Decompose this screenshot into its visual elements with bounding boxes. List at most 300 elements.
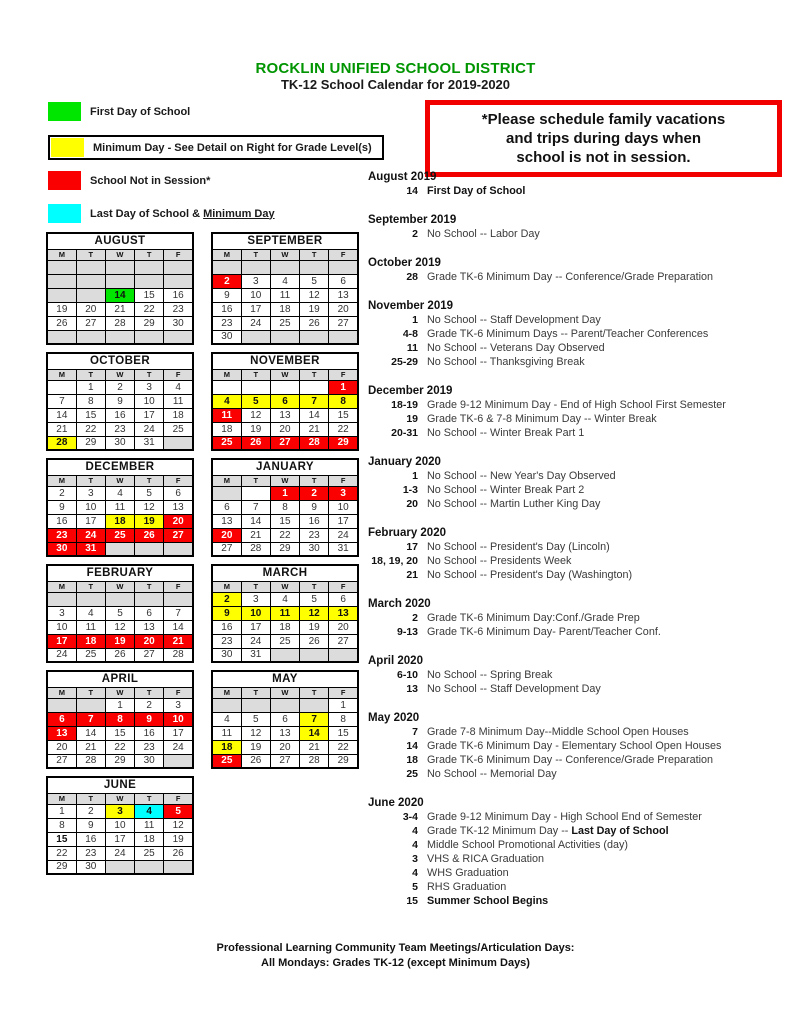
day-cell: 1 bbox=[105, 698, 134, 712]
day-cell: 1 bbox=[270, 486, 299, 500]
empty-day-cell bbox=[76, 698, 105, 712]
day-cell: 23 bbox=[212, 316, 241, 330]
event-description: No School -- President's Day (Lincoln) bbox=[427, 541, 610, 553]
day-header-cell: T bbox=[241, 249, 270, 260]
calendar-month-title: APRIL bbox=[47, 671, 193, 687]
day-cell: 19 bbox=[241, 740, 270, 754]
day-cell: 26 bbox=[164, 846, 193, 860]
calendar-week-row bbox=[212, 500, 358, 514]
day-header-cell: T bbox=[76, 249, 105, 260]
event-month-heading: August 2019 bbox=[368, 171, 437, 183]
day-cell: 23 bbox=[76, 846, 105, 860]
day-cell: 14 bbox=[300, 408, 329, 422]
day-cell: 30 bbox=[105, 436, 134, 450]
empty-day-cell bbox=[329, 260, 358, 274]
event-description: Grade TK-6 Minimum Day:Conf./Grade Prep bbox=[427, 612, 640, 624]
calendar-month-title: AUGUST bbox=[47, 233, 193, 249]
day-cell: 15 bbox=[329, 408, 358, 422]
calendar-day-header-row bbox=[212, 687, 358, 698]
empty-day-cell bbox=[212, 486, 241, 500]
day-header-cell: M bbox=[47, 369, 76, 380]
day-cell: 10 bbox=[105, 818, 134, 832]
day-cell: 11 bbox=[270, 288, 299, 302]
empty-day-cell bbox=[212, 698, 241, 712]
day-cell: 31 bbox=[329, 542, 358, 556]
day-cell: 9 bbox=[47, 500, 76, 514]
empty-day-cell bbox=[212, 260, 241, 274]
calendar-week-row bbox=[212, 514, 358, 528]
empty-day-cell bbox=[241, 380, 270, 394]
day-cell: 1 bbox=[47, 804, 76, 818]
empty-day-cell bbox=[105, 274, 134, 288]
calendar-week-row bbox=[47, 832, 193, 846]
day-cell: 27 bbox=[212, 542, 241, 556]
day-cell: 20 bbox=[76, 302, 105, 316]
day-cell: 19 bbox=[300, 302, 329, 316]
legend-boxed-frame bbox=[48, 135, 384, 160]
day-cell: 7 bbox=[300, 394, 329, 408]
calendar-week-row bbox=[47, 726, 193, 740]
day-cell: 17 bbox=[164, 726, 193, 740]
day-cell: 2 bbox=[47, 486, 76, 500]
event-month-heading: December 2019 bbox=[368, 385, 453, 397]
footer-note bbox=[0, 941, 791, 971]
page-title: ROCKLIN UNIFIED SCHOOL DISTRICT bbox=[255, 60, 536, 77]
calendar-week-row bbox=[47, 500, 193, 514]
legend-item-wrap bbox=[48, 204, 275, 223]
event-description: VHS & RICA Graduation bbox=[427, 853, 545, 865]
day-cell: 5 bbox=[241, 712, 270, 726]
empty-day-cell bbox=[164, 330, 193, 344]
calendar-week-row bbox=[47, 818, 193, 832]
event-row bbox=[368, 568, 788, 582]
event-row bbox=[368, 313, 788, 327]
day-cell: 14 bbox=[47, 408, 76, 422]
day-cell: 13 bbox=[47, 726, 76, 740]
day-cell: 9 bbox=[76, 818, 105, 832]
empty-day-cell bbox=[135, 542, 164, 556]
empty-day-cell bbox=[105, 330, 134, 344]
day-cell: 18 bbox=[135, 832, 164, 846]
day-cell: 3 bbox=[329, 486, 358, 500]
day-cell: 30 bbox=[164, 316, 193, 330]
empty-day-cell bbox=[135, 274, 164, 288]
empty-day-cell bbox=[270, 380, 299, 394]
event-month-heading: February 2020 bbox=[368, 527, 446, 539]
empty-day-cell bbox=[300, 698, 329, 712]
day-cell: 23 bbox=[212, 634, 241, 648]
day-cell: 20 bbox=[164, 514, 193, 528]
event-description: WHS Graduation bbox=[427, 867, 509, 879]
event-description: No School -- Winter Break Part 2 bbox=[427, 484, 585, 496]
calendar-day-header-row bbox=[47, 687, 193, 698]
event-day: 3 bbox=[412, 853, 418, 865]
legend-item-no-school bbox=[48, 171, 388, 195]
calendar-month-title: NOVEMBER bbox=[212, 353, 358, 369]
event-row bbox=[368, 725, 788, 739]
day-cell: 20 bbox=[270, 422, 299, 436]
event-description bbox=[427, 184, 525, 198]
calendar-week-row bbox=[212, 380, 358, 394]
day-cell: 13 bbox=[135, 620, 164, 634]
calendar-week-row bbox=[47, 528, 193, 542]
day-cell: 23 bbox=[105, 422, 134, 436]
day-cell: 21 bbox=[300, 422, 329, 436]
event-description: Grade TK-6 Minimum Day -- Conference/Grade Preparation bbox=[427, 271, 714, 283]
event-day: 7 bbox=[412, 726, 418, 738]
event-month-block bbox=[368, 526, 788, 582]
calendar-week-row bbox=[212, 754, 358, 768]
event-day: 6-10 bbox=[396, 669, 418, 681]
event-month-heading: September 2019 bbox=[368, 214, 457, 226]
day-cell: 6 bbox=[270, 712, 299, 726]
empty-day-cell bbox=[135, 330, 164, 344]
day-cell: 11 bbox=[212, 408, 241, 422]
calendar-may bbox=[211, 670, 359, 769]
calendar-march bbox=[211, 564, 359, 663]
calendar-month-title: MAY bbox=[212, 671, 358, 687]
day-header-cell: W bbox=[105, 369, 134, 380]
day-header-cell: F bbox=[164, 581, 193, 592]
event-row bbox=[368, 824, 788, 838]
day-cell: 29 bbox=[105, 754, 134, 768]
event-description: Grade 7-8 Minimum Day--Middle School Open Houses bbox=[427, 726, 689, 738]
day-cell: 14 bbox=[105, 288, 134, 302]
empty-day-cell bbox=[329, 648, 358, 662]
day-cell: 2 bbox=[212, 592, 241, 606]
day-cell: 8 bbox=[329, 712, 358, 726]
last-day-color-swatch bbox=[48, 204, 81, 223]
day-cell: 4 bbox=[105, 486, 134, 500]
calendar-week-row bbox=[212, 528, 358, 542]
event-description: Grade TK-6 Minimum Days -- Parent/Teacher Conferences bbox=[427, 328, 709, 340]
calendar-title-row bbox=[47, 671, 193, 687]
legend-label: Minimum Day - See Detail on Right for Grade Level(s) bbox=[93, 141, 372, 154]
day-cell: 25 bbox=[270, 316, 299, 330]
day-cell: 28 bbox=[300, 754, 329, 768]
day-cell: 1 bbox=[76, 380, 105, 394]
calendar-day-header-row bbox=[47, 249, 193, 260]
day-header-cell: T bbox=[76, 793, 105, 804]
day-cell: 5 bbox=[300, 592, 329, 606]
event-list bbox=[368, 170, 788, 923]
day-cell: 23 bbox=[47, 528, 76, 542]
event-month-block bbox=[368, 654, 788, 696]
day-header-cell: W bbox=[105, 687, 134, 698]
day-header-cell: T bbox=[241, 687, 270, 698]
day-cell: 7 bbox=[47, 394, 76, 408]
legend-label: School Not in Session* bbox=[90, 174, 211, 187]
day-cell: 19 bbox=[241, 422, 270, 436]
event-row bbox=[368, 625, 788, 639]
day-header-cell: W bbox=[105, 581, 134, 592]
day-cell: 4 bbox=[270, 274, 299, 288]
notice-line: and trips during days when bbox=[505, 130, 702, 147]
day-cell: 22 bbox=[105, 740, 134, 754]
day-cell: 6 bbox=[329, 592, 358, 606]
empty-day-cell bbox=[105, 592, 134, 606]
empty-day-cell bbox=[47, 330, 76, 344]
event-description: No School -- Labor Day bbox=[427, 228, 540, 240]
calendar-week-row bbox=[212, 274, 358, 288]
day-header-cell: F bbox=[329, 475, 358, 486]
day-cell: 12 bbox=[300, 606, 329, 620]
day-header-cell: F bbox=[329, 249, 358, 260]
event-day: 18-19 bbox=[391, 399, 418, 411]
day-cell: 6 bbox=[270, 394, 299, 408]
empty-day-cell bbox=[270, 260, 299, 274]
day-cell: 28 bbox=[241, 542, 270, 556]
day-cell: 30 bbox=[135, 754, 164, 768]
event-row bbox=[368, 426, 788, 440]
day-header-cell: T bbox=[300, 687, 329, 698]
calendar-week-row bbox=[47, 274, 193, 288]
day-header-cell: F bbox=[329, 369, 358, 380]
day-cell: 24 bbox=[329, 528, 358, 542]
day-cell: 12 bbox=[300, 288, 329, 302]
calendar-title-row bbox=[212, 233, 358, 249]
footer-line: All Mondays: Grades TK-12 (except Minimum Days) bbox=[261, 957, 530, 969]
calendar-week-row bbox=[212, 316, 358, 330]
calendar-week-row bbox=[212, 712, 358, 726]
event-month-heading: June 2020 bbox=[368, 797, 424, 809]
day-header-cell: T bbox=[76, 369, 105, 380]
empty-day-cell bbox=[164, 260, 193, 274]
day-cell: 16 bbox=[212, 620, 241, 634]
day-header-cell: W bbox=[105, 249, 134, 260]
day-cell: 15 bbox=[105, 726, 134, 740]
calendar-week-row bbox=[47, 634, 193, 648]
day-cell: 27 bbox=[47, 754, 76, 768]
day-cell: 15 bbox=[135, 288, 164, 302]
event-row bbox=[368, 866, 788, 880]
day-cell: 14 bbox=[76, 726, 105, 740]
day-cell: 7 bbox=[164, 606, 193, 620]
calendar-week-row bbox=[212, 260, 358, 274]
day-cell: 26 bbox=[105, 648, 134, 662]
calendar-month-title: JANUARY bbox=[212, 459, 358, 475]
day-cell: 4 bbox=[76, 606, 105, 620]
day-cell: 22 bbox=[76, 422, 105, 436]
day-cell: 23 bbox=[135, 740, 164, 754]
day-cell: 5 bbox=[300, 274, 329, 288]
notice-line: *Please schedule family vacations bbox=[481, 111, 726, 128]
calendar-week-row bbox=[47, 436, 193, 450]
day-cell: 18 bbox=[212, 422, 241, 436]
event-month-heading: October 2019 bbox=[368, 257, 441, 269]
day-header-cell: T bbox=[135, 793, 164, 804]
day-cell: 16 bbox=[164, 288, 193, 302]
day-header-cell: W bbox=[105, 793, 134, 804]
calendar-week-row bbox=[47, 606, 193, 620]
calendar-week-row bbox=[47, 260, 193, 274]
day-header-cell: T bbox=[135, 687, 164, 698]
day-cell: 7 bbox=[300, 712, 329, 726]
day-cell: 30 bbox=[47, 542, 76, 556]
day-cell: 18 bbox=[212, 740, 241, 754]
day-cell: 26 bbox=[47, 316, 76, 330]
calendar-week-row bbox=[47, 754, 193, 768]
event-month-block bbox=[368, 256, 788, 284]
day-cell: 29 bbox=[270, 542, 299, 556]
event-month-block bbox=[368, 299, 788, 369]
empty-day-cell bbox=[76, 288, 105, 302]
day-cell: 28 bbox=[164, 648, 193, 662]
day-cell: 11 bbox=[212, 726, 241, 740]
day-header-cell: T bbox=[300, 581, 329, 592]
empty-day-cell bbox=[47, 260, 76, 274]
event-month-heading: April 2020 bbox=[368, 655, 423, 667]
calendar-month-title: MARCH bbox=[212, 565, 358, 581]
calendar-february bbox=[46, 564, 194, 663]
day-cell: 29 bbox=[329, 754, 358, 768]
day-cell: 5 bbox=[241, 394, 270, 408]
day-cell: 3 bbox=[164, 698, 193, 712]
day-cell: 7 bbox=[241, 500, 270, 514]
calendar-week-row bbox=[212, 486, 358, 500]
day-cell: 12 bbox=[105, 620, 134, 634]
calendar-month-title: JUNE bbox=[47, 777, 193, 793]
event-day: 25-29 bbox=[391, 356, 418, 368]
day-header-cell: M bbox=[212, 687, 241, 698]
day-cell: 4 bbox=[212, 712, 241, 726]
day-cell: 20 bbox=[212, 528, 241, 542]
event-row bbox=[368, 611, 788, 625]
calendar-day-header-row bbox=[47, 475, 193, 486]
day-cell: 5 bbox=[164, 804, 193, 818]
event-row bbox=[368, 327, 788, 341]
day-cell: 31 bbox=[241, 648, 270, 662]
empty-day-cell bbox=[241, 698, 270, 712]
day-header-cell: T bbox=[300, 475, 329, 486]
empty-day-cell bbox=[164, 436, 193, 450]
event-row bbox=[368, 227, 788, 241]
event-description: No School -- Martin Luther King Day bbox=[427, 498, 601, 510]
empty-day-cell bbox=[270, 698, 299, 712]
event-description: Grade 9-12 Minimum Day - High School End of Semester bbox=[427, 811, 702, 823]
day-cell: 22 bbox=[329, 740, 358, 754]
day-cell: 1 bbox=[329, 380, 358, 394]
day-cell: 10 bbox=[164, 712, 193, 726]
calendar-day-header-row bbox=[212, 581, 358, 592]
day-header-cell: M bbox=[212, 249, 241, 260]
empty-day-cell bbox=[329, 330, 358, 344]
event-month-block bbox=[368, 455, 788, 511]
day-cell: 30 bbox=[300, 542, 329, 556]
empty-day-cell bbox=[76, 330, 105, 344]
day-cell: 10 bbox=[135, 394, 164, 408]
day-cell: 15 bbox=[47, 832, 76, 846]
empty-day-cell bbox=[212, 380, 241, 394]
event-month-heading: November 2019 bbox=[368, 300, 454, 312]
day-cell: 11 bbox=[135, 818, 164, 832]
day-header-cell: M bbox=[212, 475, 241, 486]
day-cell: 3 bbox=[241, 592, 270, 606]
legend-item-first-day bbox=[48, 102, 388, 126]
legend-label: First Day of School bbox=[90, 105, 191, 118]
day-header-cell: T bbox=[135, 249, 164, 260]
event-row bbox=[368, 739, 788, 753]
event-day: 13 bbox=[406, 683, 418, 695]
day-header-cell: W bbox=[270, 369, 299, 380]
event-day: 14 bbox=[406, 740, 418, 752]
day-cell: 16 bbox=[105, 408, 134, 422]
legend-item-minimum-day bbox=[48, 135, 388, 162]
empty-day-cell bbox=[105, 260, 134, 274]
event-row bbox=[368, 497, 788, 511]
day-cell: 29 bbox=[76, 436, 105, 450]
day-header-cell: W bbox=[270, 687, 299, 698]
calendar-week-row bbox=[212, 542, 358, 556]
day-cell: 24 bbox=[105, 846, 134, 860]
day-cell: 19 bbox=[164, 832, 193, 846]
day-cell: 9 bbox=[105, 394, 134, 408]
day-header-cell: T bbox=[135, 369, 164, 380]
event-description-bold: Summer School Begins bbox=[427, 895, 549, 907]
day-cell: 11 bbox=[76, 620, 105, 634]
day-cell: 18 bbox=[105, 514, 134, 528]
day-cell: 17 bbox=[105, 832, 134, 846]
day-cell: 6 bbox=[164, 486, 193, 500]
calendar-week-row bbox=[47, 514, 193, 528]
day-header-cell: W bbox=[270, 249, 299, 260]
calendar-month-title: SEPTEMBER bbox=[212, 233, 358, 249]
event-row bbox=[368, 767, 788, 781]
event-day: 1-3 bbox=[402, 484, 418, 496]
event-row bbox=[368, 753, 788, 767]
day-cell: 3 bbox=[105, 804, 134, 818]
legend-item-wrap bbox=[48, 102, 190, 121]
day-cell: 21 bbox=[105, 302, 134, 316]
event-description: No School -- Veterans Day Observed bbox=[427, 342, 605, 354]
empty-day-cell bbox=[105, 542, 134, 556]
day-cell: 18 bbox=[270, 620, 299, 634]
day-cell: 11 bbox=[105, 500, 134, 514]
day-header-cell: F bbox=[329, 581, 358, 592]
day-cell: 14 bbox=[241, 514, 270, 528]
day-cell: 21 bbox=[241, 528, 270, 542]
day-cell: 27 bbox=[329, 316, 358, 330]
event-description-bold: Last Day of School bbox=[571, 825, 669, 837]
day-cell: 26 bbox=[241, 436, 270, 450]
empty-day-cell bbox=[300, 330, 329, 344]
empty-day-cell bbox=[135, 860, 164, 874]
calendar-december bbox=[46, 458, 194, 557]
empty-day-cell bbox=[47, 274, 76, 288]
day-cell: 26 bbox=[300, 316, 329, 330]
calendar-week-row bbox=[47, 740, 193, 754]
calendar-september bbox=[211, 232, 359, 345]
day-cell: 19 bbox=[47, 302, 76, 316]
calendar-month-title: OCTOBER bbox=[47, 353, 193, 369]
calendar-april bbox=[46, 670, 194, 769]
calendar-week-row bbox=[212, 330, 358, 344]
event-description: Grade TK-6 & 7-8 Minimum Day -- Winter Break bbox=[427, 413, 657, 425]
day-cell: 16 bbox=[212, 302, 241, 316]
day-cell: 25 bbox=[270, 634, 299, 648]
day-cell: 13 bbox=[329, 288, 358, 302]
day-cell: 21 bbox=[76, 740, 105, 754]
calendar-week-row bbox=[212, 592, 358, 606]
event-row bbox=[368, 184, 788, 198]
legend-label: Last Day of School & Minimum Day bbox=[90, 207, 275, 220]
empty-day-cell bbox=[76, 592, 105, 606]
day-cell: 21 bbox=[300, 740, 329, 754]
day-cell: 22 bbox=[329, 422, 358, 436]
day-cell: 29 bbox=[135, 316, 164, 330]
day-cell: 5 bbox=[135, 486, 164, 500]
day-header-cell: T bbox=[135, 475, 164, 486]
